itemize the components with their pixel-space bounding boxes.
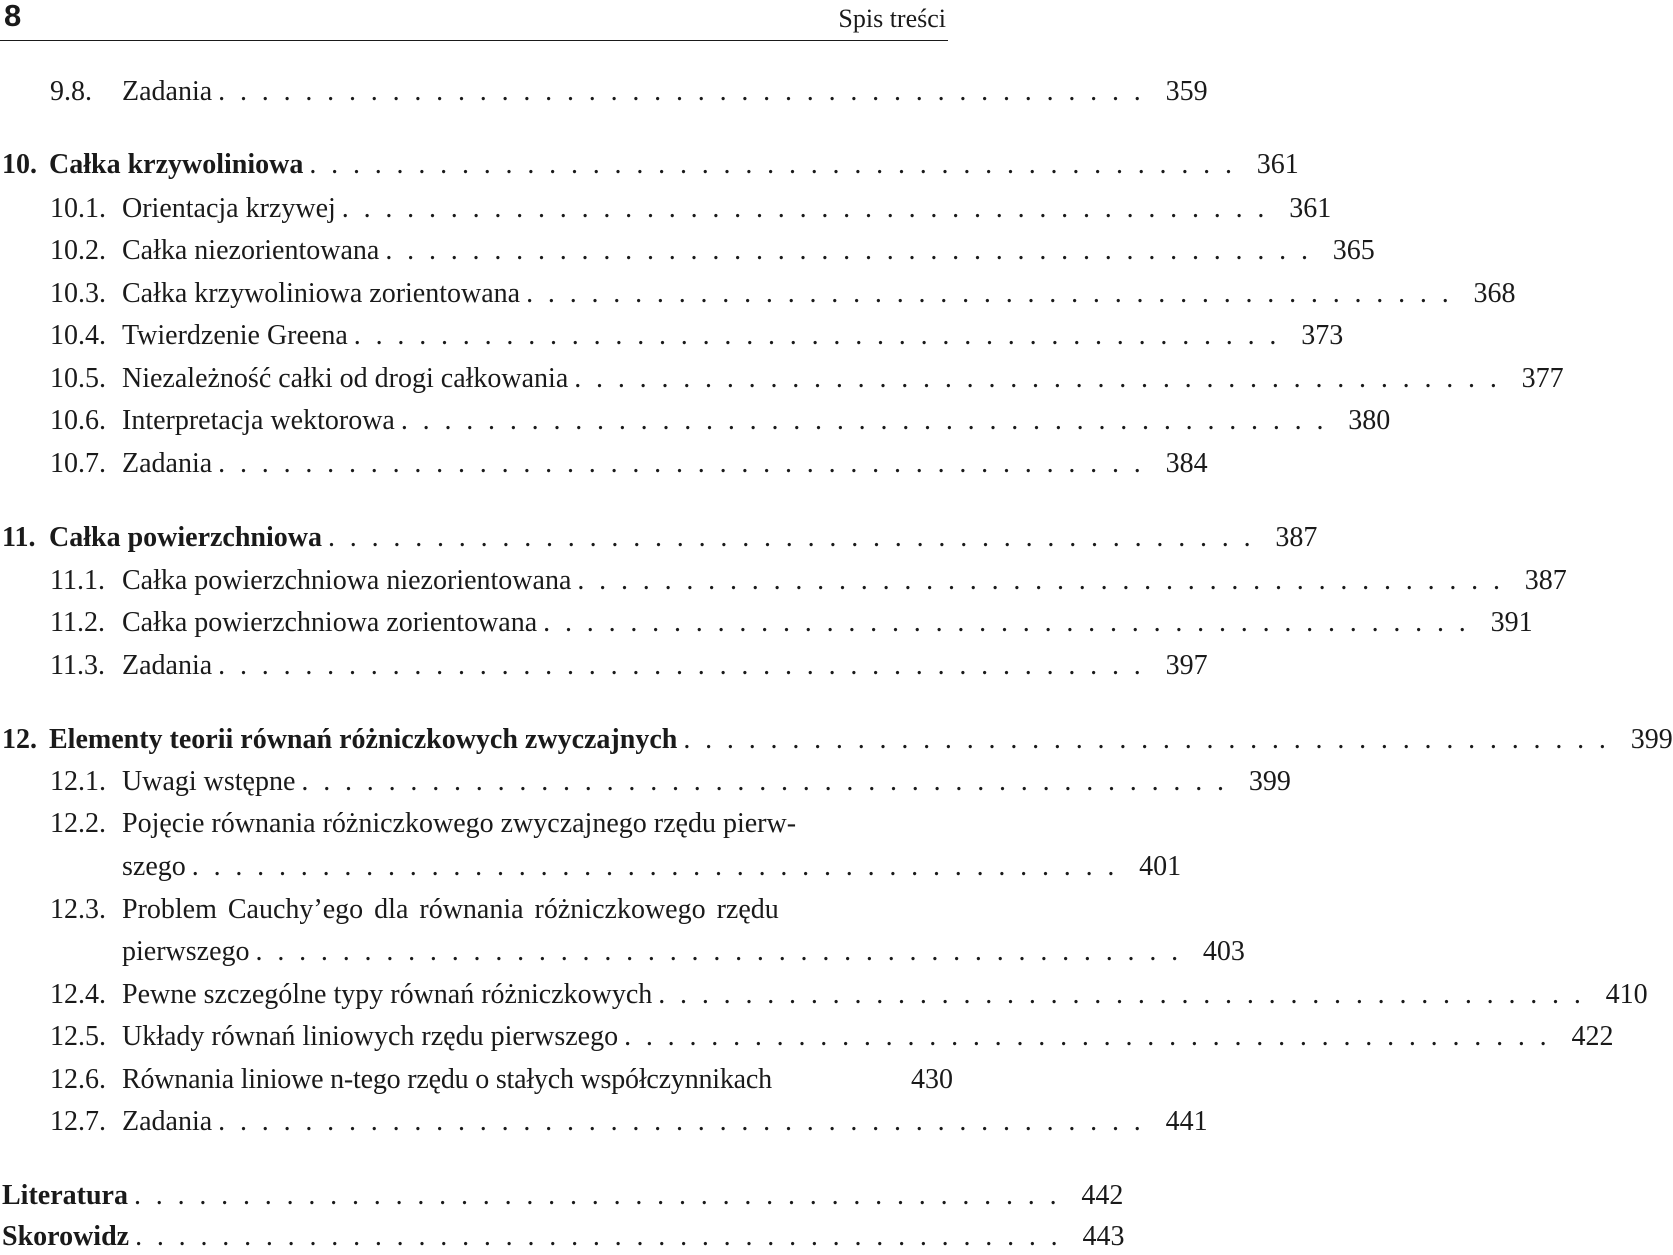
page-ref: 399 xyxy=(1630,724,1673,755)
dot-leader: ........................................... xyxy=(341,193,1280,224)
dot-leader: ........................................... xyxy=(218,650,1156,681)
chapter-title: Skorowidz xyxy=(2,1221,130,1252)
running-title: Spis treści xyxy=(838,4,946,33)
toc-entry-multiline xyxy=(50,806,796,842)
toc-entry xyxy=(50,318,1344,354)
page-ref: 391 xyxy=(1490,607,1533,638)
section-number: 12.2. xyxy=(50,808,106,839)
dot-leader: ........................................... xyxy=(624,1021,1562,1052)
section-number: 10.5. xyxy=(50,363,106,394)
dot-leader: ........................................... xyxy=(218,448,1156,479)
toc-entry xyxy=(50,361,1564,397)
dot-leader: ........................................... xyxy=(328,522,1266,553)
toc-entry xyxy=(50,1062,953,1098)
toc-chapter xyxy=(2,147,1299,183)
toc-entry xyxy=(50,977,1648,1013)
toc-entry xyxy=(50,403,1391,439)
dot-leader: ........................................... xyxy=(543,607,1481,638)
chapter-title: Całka powierzchniowa xyxy=(49,522,322,553)
section-number: 11.2. xyxy=(50,607,105,638)
page-ref: 361 xyxy=(1256,149,1299,180)
chapter-title: Literatura xyxy=(2,1180,128,1211)
toc-chapter xyxy=(2,1178,1124,1214)
toc-entry xyxy=(50,276,1516,312)
page-ref: 384 xyxy=(1165,448,1208,479)
dot-leader: ........................................... xyxy=(400,405,1339,436)
toc-entry xyxy=(50,233,1375,269)
dot-leader: ........................................... xyxy=(577,565,1515,596)
dot-leader: ........................................... xyxy=(218,1106,1156,1137)
section-number: 10.2. xyxy=(50,235,106,266)
dot-leader: ........................................... xyxy=(658,979,1596,1010)
chapter-number: 12. xyxy=(2,724,37,755)
page-ref: 403 xyxy=(1202,936,1245,967)
dot-leader: ........................................... xyxy=(255,936,1193,967)
dot-leader: ........................................... xyxy=(133,1180,1072,1211)
section-title: Twierdzenie Greena xyxy=(122,320,348,351)
toc-entry xyxy=(50,74,1208,110)
chapter-number: 11. xyxy=(2,522,36,553)
section-title: Pojęcie równania różniczkowego zwyczajnego rzędu pierw- xyxy=(122,808,797,839)
page-ref: 399 xyxy=(1248,766,1291,797)
page-ref: 380 xyxy=(1348,405,1391,436)
section-number: 12.3. xyxy=(50,894,106,925)
section-title: Zadania xyxy=(122,448,213,479)
page-ref: 387 xyxy=(1524,565,1567,596)
toc-entry xyxy=(50,1104,1208,1140)
section-number: 12.7. xyxy=(50,1106,106,1137)
section-number: 12.6. xyxy=(50,1064,106,1095)
toc-entry-multiline xyxy=(50,892,779,928)
section-title: Zadania xyxy=(122,650,213,681)
section-title-continuation: szego xyxy=(122,851,186,882)
section-title: Interpretacja wektorowa xyxy=(122,405,395,436)
section-number: 12.4. xyxy=(50,979,106,1010)
page-ref: 442 xyxy=(1081,1180,1124,1211)
section-title: Uwagi wstępne xyxy=(122,766,296,797)
page-ref: 443 xyxy=(1082,1221,1125,1252)
dot-leader: ........................................... xyxy=(683,724,1621,755)
section-title: Równania liniowe n-tego rzędu o stałych współczynnikach xyxy=(122,1064,772,1095)
section-title: Całka krzywoliniowa zorientowana xyxy=(122,278,521,309)
toc-entry xyxy=(50,1019,1614,1055)
page-ref: 387 xyxy=(1275,522,1318,553)
page-ref: 365 xyxy=(1332,235,1375,266)
section-title: Problem Cauchy’ego dla równania różniczkowego rzędu xyxy=(122,894,779,925)
section-title: Układy równań liniowych rzędu pierwszego xyxy=(122,1021,619,1052)
page-ref: 430 xyxy=(911,1064,953,1095)
page-ref: 377 xyxy=(1521,363,1564,394)
chapter-title: Elementy teorii równań różniczkowych zwyczajnych xyxy=(49,724,678,755)
dot-leader: ........................................... xyxy=(574,363,1512,394)
section-title-continuation: pierwszego xyxy=(122,936,250,967)
dot-leader: ........................................... xyxy=(385,235,1323,266)
dot-leader: ........................................... xyxy=(218,76,1156,107)
page-ref: 410 xyxy=(1605,979,1648,1010)
section-title: Całka powierzchniowa zorientowana xyxy=(122,607,538,638)
dot-leader: ........................................... xyxy=(301,766,1239,797)
dot-leader: ........................................... xyxy=(135,1221,1073,1252)
toc-entry xyxy=(50,563,1567,599)
section-number: 10.4. xyxy=(50,320,106,351)
chapter-number: 10. xyxy=(2,149,37,180)
toc-entry xyxy=(50,648,1208,684)
page-ref: 368 xyxy=(1473,278,1516,309)
page-ref: 361 xyxy=(1289,193,1332,224)
section-title: Pewne szczególne typy równań różniczkowych xyxy=(122,979,653,1010)
section-title: Orientacja krzywej xyxy=(122,193,336,224)
page-ref: 373 xyxy=(1301,320,1344,351)
toc-entry-continuation xyxy=(122,934,1245,970)
page-ref: 441 xyxy=(1165,1106,1208,1137)
section-number: 10.1. xyxy=(50,193,106,224)
section-number: 12.5. xyxy=(50,1021,106,1052)
section-number: 10.6. xyxy=(50,405,106,436)
section-number: 10.3. xyxy=(50,278,106,309)
toc-entry-continuation xyxy=(122,849,1182,885)
section-title: Niezależność całki od drogi całkowania xyxy=(122,363,569,394)
section-number: 11.3. xyxy=(50,650,105,681)
toc-entry xyxy=(50,191,1332,227)
toc-entry xyxy=(50,605,1533,641)
toc-entry xyxy=(50,764,1291,800)
page-ref: 401 xyxy=(1139,851,1182,882)
section-number: 11.1. xyxy=(50,565,105,596)
page-ref: 397 xyxy=(1165,650,1208,681)
dot-leader: ........................................... xyxy=(353,320,1292,351)
section-title: Całka niezorientowana xyxy=(122,235,380,266)
dot-leader: ........................................... xyxy=(191,851,1130,882)
page-ref: 359 xyxy=(1165,76,1208,107)
toc-entry xyxy=(50,446,1208,482)
toc-chapter xyxy=(2,520,1318,556)
section-number: 10.7. xyxy=(50,448,106,479)
chapter-title: Całka krzywoliniowa xyxy=(49,149,304,180)
section-number: 9.8. xyxy=(50,76,92,107)
dot-leader: ........................................... xyxy=(309,149,1247,180)
section-title: Zadania xyxy=(122,1106,213,1137)
dot-leader: ........................................... xyxy=(526,278,1464,309)
toc-chapter xyxy=(2,1219,1125,1255)
section-title: Całka powierzchniowa niezorientowana xyxy=(122,565,572,596)
section-title: Zadania xyxy=(122,76,213,107)
running-header xyxy=(0,0,948,41)
page-ref: 422 xyxy=(1571,1021,1614,1052)
toc-chapter xyxy=(2,722,1673,758)
page-number: 8 xyxy=(4,0,22,33)
section-number: 12.1. xyxy=(50,766,106,797)
